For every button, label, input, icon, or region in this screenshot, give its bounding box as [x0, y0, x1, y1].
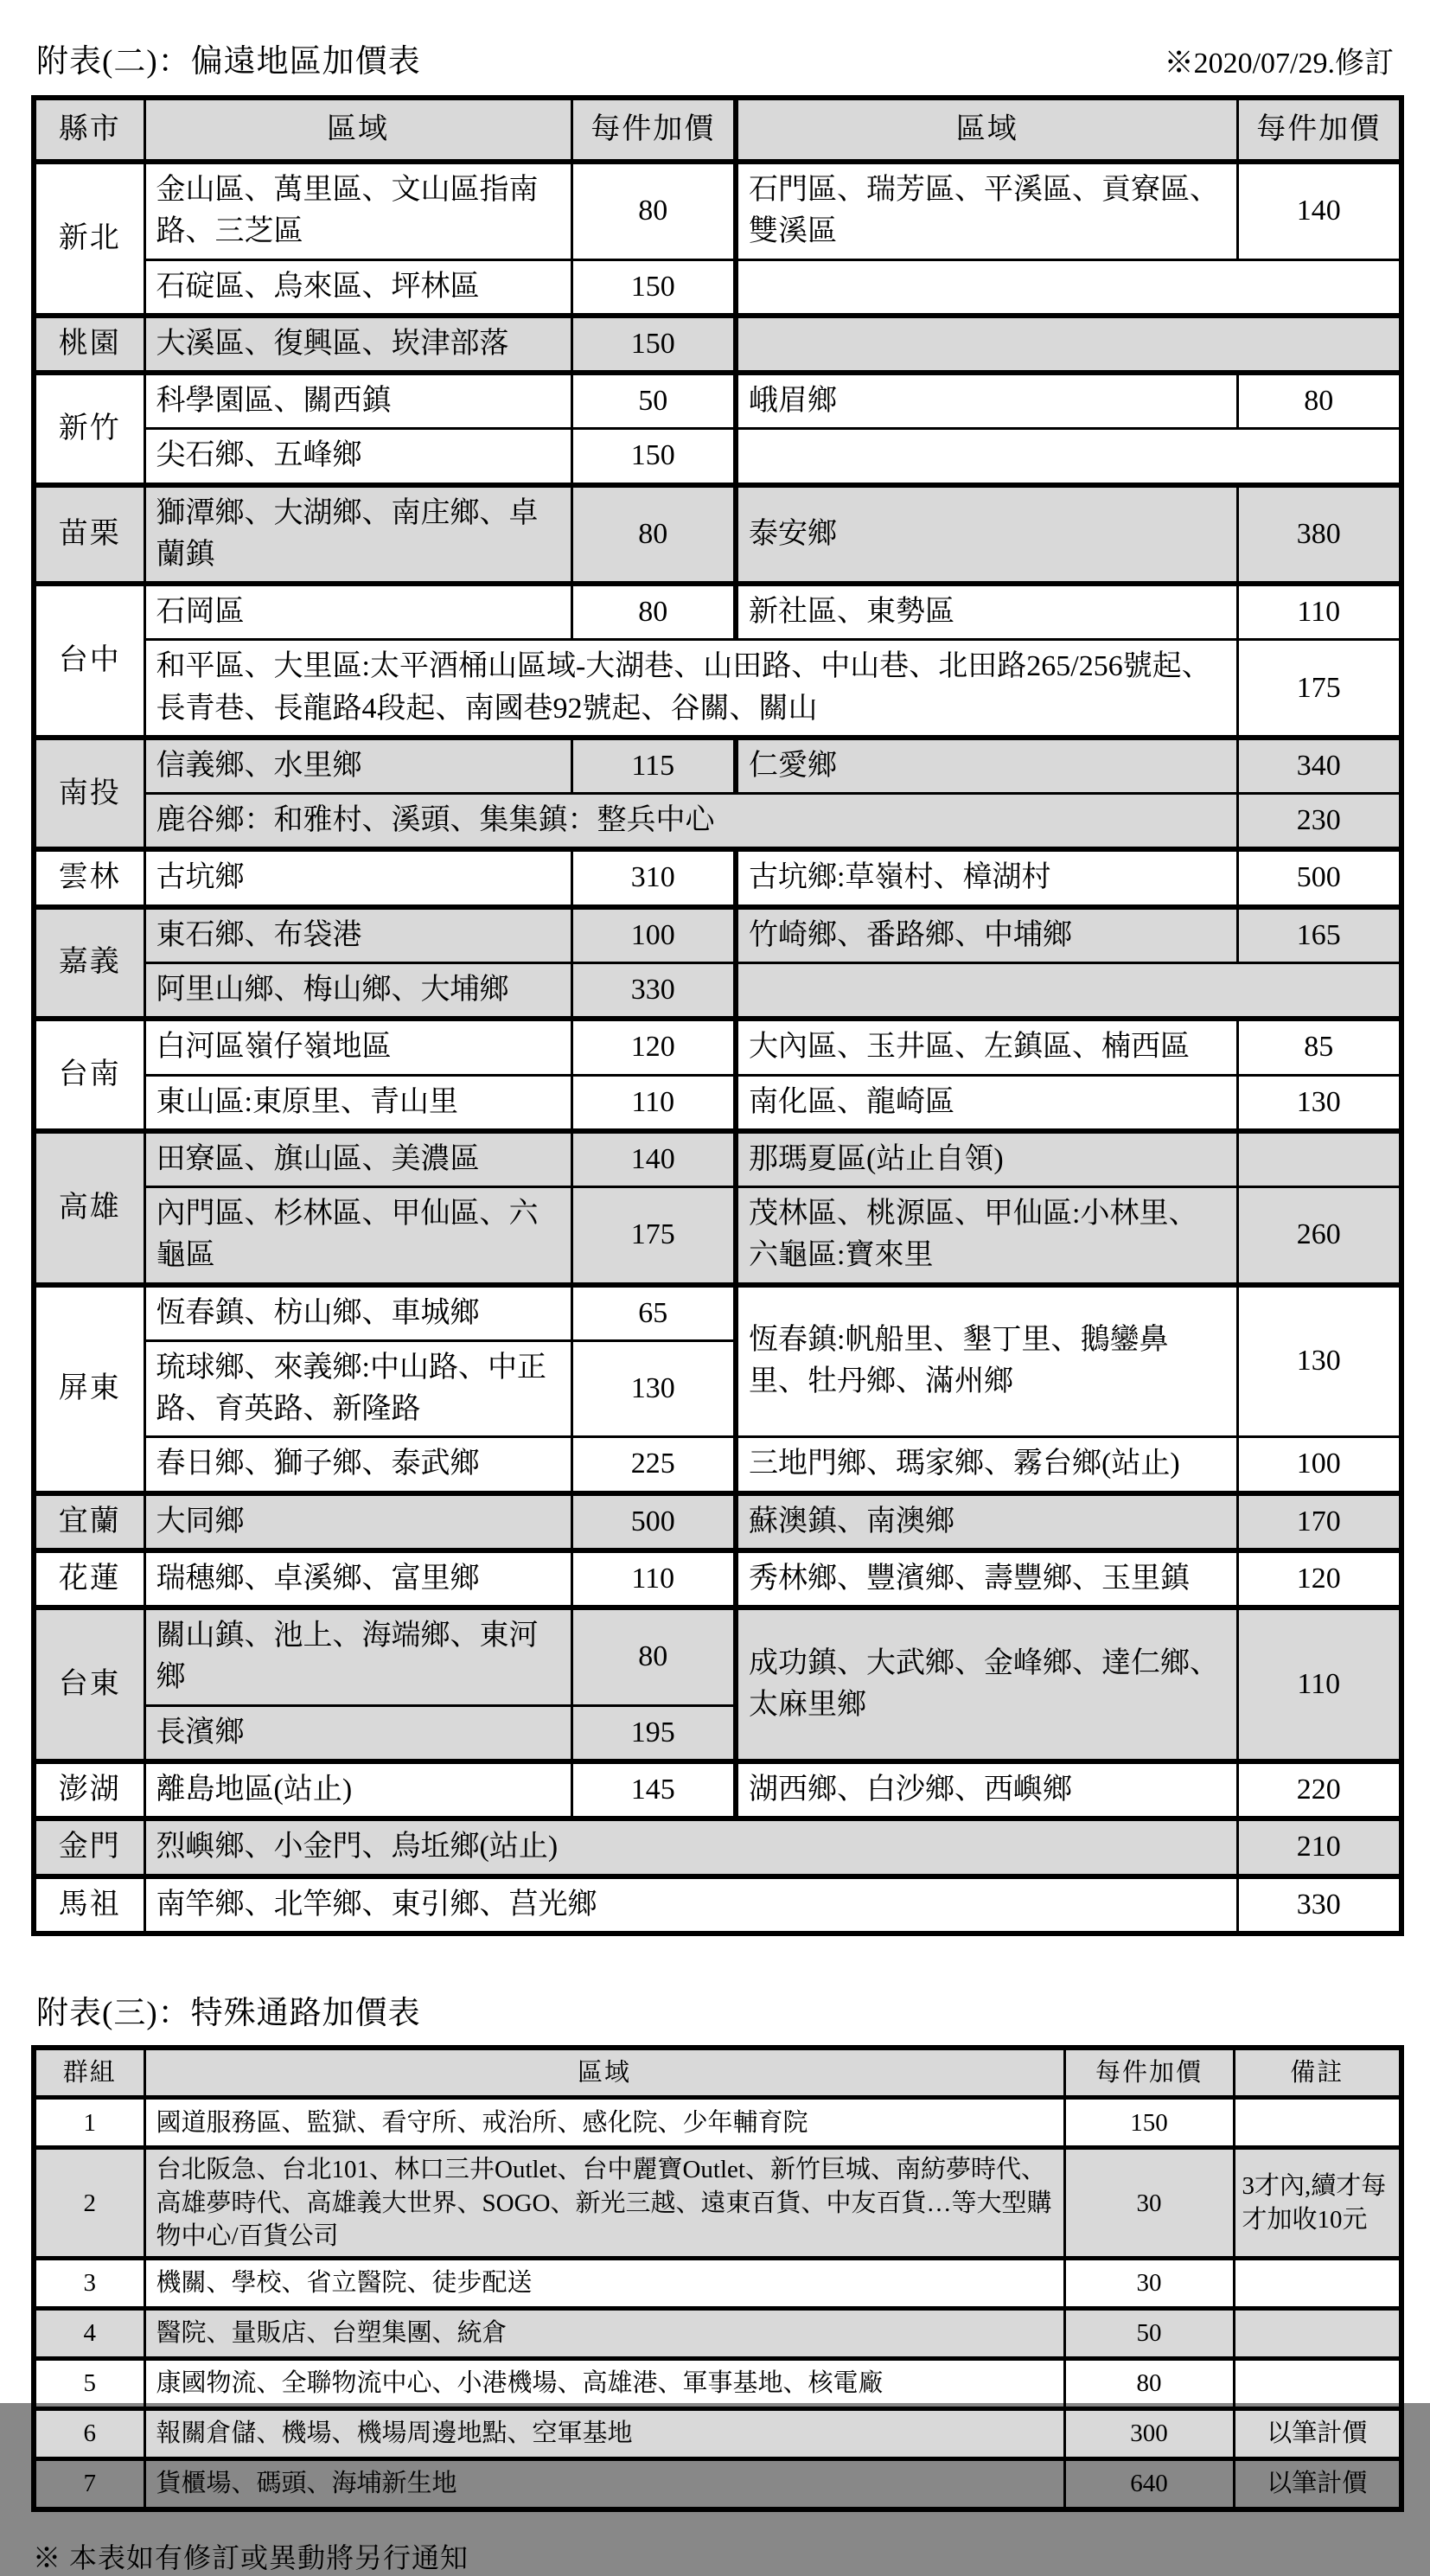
table-row: [34, 1819, 1401, 1876]
region-cell: 石碇區、烏來區、坪林區: [144, 259, 571, 316]
note-cell: [1234, 2259, 1401, 2309]
price-cell: 50: [571, 373, 736, 429]
note-cell: 以筆計價: [1234, 2459, 1401, 2509]
county-cell: 台東: [34, 1608, 144, 1761]
county-group-penghu: [34, 1761, 1401, 1819]
table-row: [34, 373, 1401, 429]
table-row: [34, 907, 1401, 963]
group-cell: 5: [34, 2359, 144, 2409]
price-cell: 100: [1237, 1437, 1401, 1493]
region-cell: 科學園區、關西鎮: [144, 373, 571, 429]
table-row: [34, 429, 1401, 485]
price-cell: 110: [1237, 1608, 1401, 1761]
region-cell: 田寮區、旗山區、美濃區: [144, 1131, 571, 1187]
county-group-xinzhu: [34, 373, 1401, 485]
price-cell: 220: [1237, 1761, 1401, 1819]
table-row: [34, 2309, 1401, 2359]
region-cell: 關山鎮、池上、海端鄉、東河鄉: [144, 1608, 571, 1705]
region-cell: 貨櫃場、碼頭、海埔新生地: [144, 2459, 1064, 2509]
price-cell: 145: [571, 1761, 736, 1819]
price-cell: 500: [571, 1493, 736, 1550]
region-cell: 峨眉鄉: [736, 373, 1237, 429]
region-cell: 信義鄉、水里鄉: [144, 738, 571, 794]
region-cell: 茂林區、桃源區、甲仙區:小林里、六龜區:寶來里: [736, 1187, 1237, 1285]
region-cell: 古坑鄉:草嶺村、樟湖村: [736, 849, 1237, 906]
county-group-tainan: [34, 1019, 1401, 1131]
price-cell: 140: [571, 1131, 736, 1187]
price-cell: 100: [571, 907, 736, 963]
price-cell: 80: [1064, 2359, 1234, 2409]
table1-title: 附表(二)：偏遠地區加價表: [36, 44, 421, 80]
table-row: [34, 1131, 1401, 1187]
price-cell: 260: [1237, 1187, 1401, 1285]
region-cell: 仁愛鄉: [736, 738, 1237, 794]
region-cell: 東山區:東原里、青山里: [144, 1075, 571, 1131]
price-cell: 110: [571, 1550, 736, 1608]
region-cell: 尖石鄉、五峰鄉: [144, 429, 571, 485]
region-cell: 秀林鄉、豐濱鄉、壽豐鄉、玉里鎮: [736, 1550, 1237, 1608]
county-cell: 新北: [34, 162, 144, 316]
table-row: [34, 962, 1401, 1019]
county-cell: 苗栗: [34, 485, 144, 585]
price-cell: 120: [571, 1019, 736, 1075]
county-cell: 花蓮: [34, 1550, 144, 1608]
region-cell: 獅潭鄉、大湖鄉、南庄鄉、卓蘭鎮: [144, 485, 571, 585]
table-row: [34, 2459, 1401, 2509]
table-row: [34, 2409, 1401, 2459]
price-cell: 330: [1237, 1876, 1401, 1934]
region-cell: 蘇澳鎮、南澳鄉: [736, 1493, 1237, 1550]
table-row: [34, 1437, 1401, 1493]
header-group: 群組: [34, 2048, 144, 2098]
table2-title: 附表(三)：特殊通路加價表: [36, 1995, 421, 2031]
county-group-taidong: [34, 1608, 1401, 1761]
table-row: [34, 2148, 1401, 2259]
table-row: [34, 738, 1401, 794]
county-cell: 嘉義: [34, 907, 144, 1020]
county-group-taoyuan: [34, 316, 1401, 373]
region-cell: 國道服務區、監獄、看守所、戒治所、感化院、少年輔育院: [144, 2098, 1064, 2148]
region-cell: 大同鄉: [144, 1493, 571, 1550]
price-cell: 170: [1237, 1493, 1401, 1550]
region-cell: 台北阪急、台北101、林口三井Outlet、台中麗寶Outlet、新竹巨城、南紡夢時代、高雄夢時代、高雄義大世界、SOGO、新光三越、遠東百貨、中友百貨…等大型購物中心/百貨公司: [144, 2148, 1064, 2259]
price-cell: 65: [571, 1285, 736, 1341]
region-cell: 三地門鄉、瑪家鄉、霧台鄉(站止): [736, 1437, 1237, 1493]
county-cell: 台南: [34, 1019, 144, 1131]
price-cell: 330: [571, 962, 736, 1019]
empty-cell: [736, 259, 1401, 316]
price-cell: 85: [1237, 1019, 1401, 1075]
price-cell: 80: [571, 584, 736, 640]
price-cell: 130: [571, 1340, 736, 1437]
county-cell: 澎湖: [34, 1761, 144, 1819]
region-cell: 醫院、量販店、台塑集團、統倉: [144, 2309, 1064, 2359]
region-cell: 瑞穗鄉、卓溪鄉、富里鄉: [144, 1550, 571, 1608]
county-group-hualian: [34, 1550, 1401, 1608]
region-cell: 南化區、龍崎區: [736, 1075, 1237, 1131]
table1-header-row: [34, 98, 1401, 162]
special-channel-surcharge-table: [31, 2045, 1404, 2512]
group-cell: 2: [34, 2148, 144, 2259]
price-cell-empty: [1237, 1131, 1401, 1187]
region-cell: 成功鎮、大武鄉、金峰鄉、達仁鄉、太麻里鄉: [736, 1608, 1237, 1761]
header-price-2: 每件加價: [1237, 98, 1401, 162]
county-cell: 雲林: [34, 849, 144, 906]
table-row: [34, 1285, 1401, 1341]
region-cell: 石門區、瑞芳區、平溪區、貢寮區、雙溪區: [736, 162, 1237, 259]
region-cell: 阿里山鄉、梅山鄉、大埔鄉: [144, 962, 571, 1019]
county-group-jinmen: [34, 1819, 1401, 1876]
region-cell-wide: 和平區、大里區:太平酒桶山區域-大湖巷、山田路、中山巷、北田路265/256號起、長青巷、長龍路4段起、南國巷92號起、谷關、關山: [144, 640, 1237, 738]
table-row: [34, 2259, 1401, 2309]
region-cell-wide: 鹿谷鄉：和雅村、溪頭、集集鎮：整兵中心: [144, 794, 1237, 850]
price-cell: 50: [1064, 2309, 1234, 2359]
header-region: 區域: [144, 2048, 1064, 2098]
table-row: [34, 2359, 1401, 2409]
region-cell: 恆春鎮:帆船里、墾丁里、鵝鑾鼻里、牡丹鄉、滿州鄉: [736, 1285, 1237, 1437]
price-cell: 115: [571, 738, 736, 794]
price-cell: 340: [1237, 738, 1401, 794]
price-cell: 30: [1064, 2148, 1234, 2259]
price-cell: 30: [1064, 2259, 1234, 2309]
region-cell: 泰安鄉: [736, 485, 1237, 585]
region-cell: 湖西鄉、白沙鄉、西嶼鄉: [736, 1761, 1237, 1819]
price-cell: 230: [1237, 794, 1401, 850]
price-cell: 150: [1064, 2098, 1234, 2148]
county-cell: 台中: [34, 584, 144, 738]
note-cell: [1234, 2309, 1401, 2359]
county-group-nantou: [34, 738, 1401, 850]
region-cell: 春日鄉、獅子鄉、泰武鄉: [144, 1437, 571, 1493]
price-cell: 80: [571, 485, 736, 585]
table-row: [34, 640, 1401, 738]
header-price: 每件加價: [1064, 2048, 1234, 2098]
price-cell: 110: [571, 1075, 736, 1131]
price-cell: 130: [1237, 1075, 1401, 1131]
table-row: [34, 162, 1401, 259]
price-cell: 165: [1237, 907, 1401, 963]
note-cell: [1234, 2098, 1401, 2148]
price-cell: 175: [1237, 640, 1401, 738]
county-group-yilan: [34, 1493, 1401, 1550]
region-cell: 古坑鄉: [144, 849, 571, 906]
group-cell: 3: [34, 2259, 144, 2309]
region-cell: 大溪區、復興區、崁津部落: [144, 316, 571, 373]
empty-cell: [736, 962, 1401, 1019]
price-cell: 120: [1237, 1550, 1401, 1608]
county-cell: 馬祖: [34, 1876, 144, 1934]
region-cell: 石岡區: [144, 584, 571, 640]
county-group-mazu: [34, 1876, 1401, 1934]
region-cell-wide: 南竿鄉、北竿鄉、東引鄉、莒光鄉: [144, 1876, 1237, 1934]
table-row: [34, 794, 1401, 850]
header-region-1: 區域: [144, 98, 571, 162]
price-cell: 310: [571, 849, 736, 906]
price-cell: 110: [1237, 584, 1401, 640]
table-row: [34, 316, 1401, 373]
county-cell: 新竹: [34, 373, 144, 485]
price-cell: 150: [571, 259, 736, 316]
county-cell: 宜蘭: [34, 1493, 144, 1550]
county-cell: 桃園: [34, 316, 144, 373]
revision-date: ※2020/07/29.修訂: [1164, 48, 1394, 80]
price-cell: 80: [1237, 373, 1401, 429]
group-cell: 7: [34, 2459, 144, 2509]
region-cell: 報關倉儲、機場、機場周邊地點、空軍基地: [144, 2409, 1064, 2459]
region-cell-wide: 烈嶼鄉、小金門、烏坵鄉(站止): [144, 1819, 1237, 1876]
table-row: [34, 1550, 1401, 1608]
region-cell: 康國物流、全聯物流中心、小港機場、高雄港、軍事基地、核電廠: [144, 2359, 1064, 2409]
price-cell: 210: [1237, 1819, 1401, 1876]
table-row: [34, 584, 1401, 640]
note-cell: 3才內,續才每才加收10元: [1234, 2148, 1401, 2259]
price-cell: 640: [1064, 2459, 1234, 2509]
region-cell: 金山區、萬里區、文山區指南路、三芝區: [144, 162, 571, 259]
table-row: [34, 1187, 1401, 1285]
empty-cell: [736, 316, 1401, 373]
group-cell: 6: [34, 2409, 144, 2459]
price-cell: 140: [1237, 162, 1401, 259]
county-group-gaoxiong: [34, 1131, 1401, 1285]
region-cell: 東石鄉、布袋港: [144, 907, 571, 963]
header-note: 備註: [1234, 2048, 1401, 2098]
region-cell: 機關、學校、省立醫院、徒步配送: [144, 2259, 1064, 2309]
price-cell: 150: [571, 316, 736, 373]
region-cell: 離島地區(站止): [144, 1761, 571, 1819]
region-cell: 內門區、杉林區、甲仙區、六龜區: [144, 1187, 571, 1285]
county-group-xinbei: [34, 162, 1401, 316]
table-row: [34, 259, 1401, 316]
table-row: [34, 849, 1401, 906]
county-group-jiayi: [34, 907, 1401, 1020]
price-cell: 130: [1237, 1285, 1401, 1437]
price-cell: 150: [571, 429, 736, 485]
table-row: [34, 485, 1401, 585]
county-cell: 金門: [34, 1819, 144, 1876]
region-cell: 那瑪夏區(站止自領): [736, 1131, 1237, 1187]
header-price-1: 每件加價: [571, 98, 736, 162]
county-cell: 高雄: [34, 1131, 144, 1285]
price-cell: 500: [1237, 849, 1401, 906]
county-group-yunlin: [34, 849, 1401, 906]
county-cell: 屏東: [34, 1285, 144, 1493]
table-row: [34, 1608, 1401, 1705]
region-cell: 竹崎鄉、番路鄉、中埔鄉: [736, 907, 1237, 963]
group-cell: 1: [34, 2098, 144, 2148]
county-group-miaoli: [34, 485, 1401, 585]
table-row: [34, 1876, 1401, 1934]
table-row: [34, 1761, 1401, 1819]
price-cell: 175: [571, 1187, 736, 1285]
revision-footnote: ※ 本表如有修訂或異動將另行通知: [33, 2541, 469, 2573]
header-county: 縣市: [34, 98, 144, 162]
remote-area-surcharge-table: [31, 95, 1404, 1936]
price-cell: 380: [1237, 485, 1401, 585]
price-cell: 80: [571, 1608, 736, 1705]
empty-cell: [736, 429, 1401, 485]
price-cell: 300: [1064, 2409, 1234, 2459]
region-cell: 大內區、玉井區、左鎮區、楠西區: [736, 1019, 1237, 1075]
table-row: [34, 1075, 1401, 1131]
group-cell: 4: [34, 2309, 144, 2359]
region-cell: 白河區嶺仔嶺地區: [144, 1019, 571, 1075]
title-row: [31, 35, 1399, 81]
region-cell: 長濱鄉: [144, 1705, 571, 1761]
table-row: [34, 1493, 1401, 1550]
note-cell: [1234, 2359, 1401, 2409]
table-row: [34, 2098, 1401, 2148]
county-group-pingdong: [34, 1285, 1401, 1493]
price-cell: 195: [571, 1705, 736, 1761]
county-cell: 南投: [34, 738, 144, 850]
table2-header-row: [34, 2048, 1401, 2098]
region-cell: 琉球鄉、來義鄉:中山路、中正路、育英路、新隆路: [144, 1340, 571, 1437]
county-group-taizhong: [34, 584, 1401, 738]
price-cell: 225: [571, 1437, 736, 1493]
region-cell: 恆春鎮、枋山鄉、車城鄉: [144, 1285, 571, 1341]
region-cell: 新社區、東勢區: [736, 584, 1237, 640]
price-cell: 80: [571, 162, 736, 259]
header-region-2: 區域: [736, 98, 1237, 162]
note-cell: 以筆計價: [1234, 2409, 1401, 2459]
table-row: [34, 1019, 1401, 1075]
